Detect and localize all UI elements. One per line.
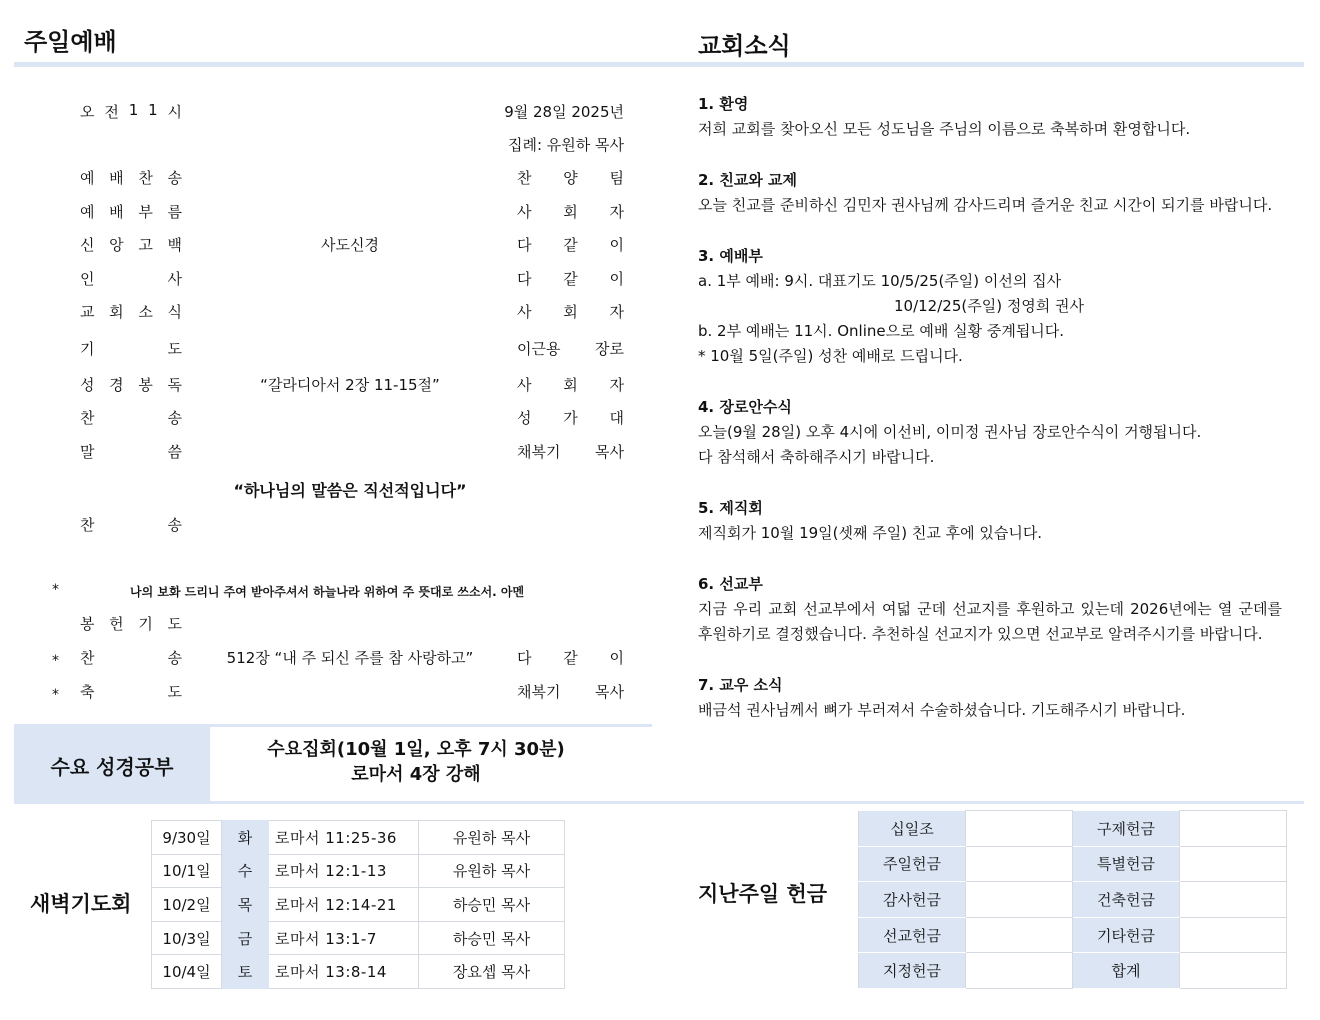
worship-time-row [0, 101, 660, 131]
offering-category: 특별헌금 [1073, 846, 1180, 882]
label-char: 독 [167, 376, 182, 394]
worship-row-leader [517, 407, 624, 428]
leader-part: 목사 [595, 443, 624, 461]
label-char: 헌 [109, 615, 124, 633]
dawn-date: 10/1일 [152, 854, 222, 888]
dawn-preacher: 장요셉 목사 [419, 955, 565, 989]
offering-amount [966, 846, 1073, 882]
row-star: * [52, 653, 59, 669]
leader-part: 자 [609, 203, 624, 221]
offering-amount [1180, 953, 1287, 989]
dawn-row [152, 921, 565, 955]
worship-row-hymn-after-sermon [0, 514, 660, 544]
news-item-title: 1. 환영 [698, 95, 749, 113]
worship-row-leader [517, 268, 624, 289]
label-char: 성 [80, 376, 95, 394]
dawn-passage: 로마서 13:8-14 [269, 955, 419, 989]
news-item-title: 2. 친교와 교제 [698, 171, 798, 189]
bottom-divider [14, 801, 1304, 804]
dawn-passage: 로마서 13:1-7 [269, 921, 419, 955]
leader-part: 대 [609, 409, 624, 427]
news-item [698, 395, 1282, 470]
dawn-day: 수 [222, 854, 269, 888]
worship-row [0, 301, 660, 331]
dawn-date: 10/2일 [152, 888, 222, 922]
offering-amount [966, 882, 1073, 918]
leader-part: 다 [517, 649, 532, 667]
dawn-prayer-table [151, 820, 565, 989]
label-char: 축 [80, 683, 95, 701]
offering-row [859, 953, 1287, 989]
worship-row [0, 374, 660, 404]
worship-time: 오 전 1 1 시 [80, 101, 182, 121]
offering-category: 십일조 [859, 811, 966, 847]
closing-row [0, 613, 660, 643]
leader-part: 회 [563, 203, 578, 221]
worship-row-leader [517, 681, 624, 702]
offering-amount [966, 917, 1073, 953]
offering-category: 선교헌금 [859, 917, 966, 953]
worship-row-leader [517, 338, 624, 359]
offering-category: 합계 [1073, 953, 1180, 989]
leader-part: 회 [563, 376, 578, 394]
dawn-passage: 로마서 11:25-36 [269, 821, 419, 855]
leader-part: 찬 [517, 169, 532, 187]
label-char: 회 [109, 303, 124, 321]
label-char: 고 [138, 236, 153, 254]
news-item-text: 오늘 친교를 준비하신 김민자 권사님께 감사드리며 즐거운 친교 시간이 되기를 바랍니다. [698, 196, 1273, 214]
dawn-prayer-title: 새벽기도회 [30, 892, 132, 916]
worship-row-content: 사도신경 [321, 236, 379, 254]
worship-row-content: 512장 “내 주 되신 주를 참 사랑하고” [226, 649, 474, 667]
leader-part: 같 [563, 236, 578, 254]
news-item [698, 168, 1282, 218]
dawn-date: 9/30일 [152, 821, 222, 855]
news-item-text: 오늘(9월 28일) 오후 4시에 이선비, 이미정 권사님 장로안수식이 거행됩니다. [698, 423, 1202, 441]
dawn-day: 목 [222, 888, 269, 922]
leader-part: 회 [563, 303, 578, 321]
wednesday-label: 수요 성경공부 [14, 727, 210, 803]
news-item-text: * 10월 5일(주일) 성찬 예배로 드립니다. [698, 347, 963, 365]
leader-part: 같 [563, 270, 578, 288]
leader-part: 장로 [595, 340, 624, 358]
worship-row [0, 338, 660, 368]
label-char: 앙 [109, 236, 124, 254]
news-item [698, 572, 1282, 647]
officiant: 집례: 유원하 목사 [507, 136, 624, 154]
worship-row [0, 407, 660, 437]
news-item-title: 7. 교우 소식 [698, 676, 783, 694]
news-item-text: b. 2부 예배는 11시. Online으로 예배 실황 중계됩니다. [698, 322, 1065, 340]
label-char: 기 [138, 615, 153, 633]
label-char: 부 [138, 203, 153, 221]
leader-part: 목사 [595, 683, 624, 701]
worship-row-leader [517, 301, 624, 322]
worship-row-label [80, 681, 182, 702]
worship-row-label [80, 167, 182, 188]
worship-row-label [80, 338, 182, 359]
dawn-passage: 로마서 12:1-13 [269, 854, 419, 888]
leader-part: 채복기 [517, 683, 561, 701]
offering-amount [1180, 846, 1287, 882]
officiant-row [0, 134, 660, 164]
worship-row-label [80, 613, 182, 634]
label-char: 백 [167, 236, 182, 254]
offering-title: 지난주일 헌금 [698, 882, 828, 906]
offering-category: 건축헌금 [1073, 882, 1180, 918]
label-char: 사 [167, 270, 182, 288]
sermon-title: “하나님의 말씀은 직선적입니다” [233, 481, 467, 500]
label-char: 인 [80, 270, 95, 288]
worship-row-label: 찬 송 [80, 516, 182, 534]
news-item-title: 6. 선교부 [698, 575, 763, 593]
worship-row [0, 234, 660, 264]
offering-category: 구제헌금 [1073, 811, 1180, 847]
dawn-passage: 로마서 12:14-21 [269, 888, 419, 922]
leader-part: 가 [563, 409, 578, 427]
dawn-preacher: 유원하 목사 [419, 821, 565, 855]
wednesday-line1: 수요집회(10월 1일, 오후 7시 30분) [267, 739, 565, 760]
worship-row-label [80, 268, 182, 289]
leader-part: 양 [563, 169, 578, 187]
closing-row [0, 681, 660, 711]
leader-part: 다 [517, 270, 532, 288]
news-list [698, 92, 1282, 749]
worship-row-leader [517, 374, 624, 395]
label-char: 송 [167, 169, 182, 187]
leader-part: 사 [517, 203, 532, 221]
worship-row-label [80, 234, 182, 255]
wednesday-line2: 로마서 4장 강해 [351, 764, 481, 785]
closing-row [0, 647, 660, 677]
label-char: 예 [80, 169, 95, 187]
news-item-text: 제직회가 10월 19일(셋째 주일) 친교 후에 있습니다. [698, 524, 1043, 542]
worship-row-label [80, 407, 182, 428]
row-star: * [52, 687, 59, 703]
leader-part: 자 [609, 303, 624, 321]
offering-table [858, 810, 1287, 989]
dawn-preacher: 유원하 목사 [419, 854, 565, 888]
offering-amount [1180, 917, 1287, 953]
label-char: 봉 [138, 376, 153, 394]
news-item-text: 다 참석해서 축하해주시기 바랍니다. [698, 448, 935, 466]
header-divider [14, 62, 1304, 67]
news-item [698, 244, 1282, 369]
news-item-title: 3. 예배부 [698, 247, 763, 265]
leader-part: 채복기 [517, 443, 561, 461]
label-char: 봉 [80, 615, 95, 633]
label-char: 소 [138, 303, 153, 321]
worship-date: 9월 28일 2025년 [504, 103, 624, 121]
dawn-row [152, 854, 565, 888]
news-item-text: 10/12/25(주일) 정영희 권사 [894, 297, 1085, 315]
dawn-row [152, 821, 565, 855]
offering-row [859, 811, 1287, 847]
news-item-text: 배금석 권사님께서 뼈가 부러져서 수술하셨습니다. 기도해주시기 바랍니다. [698, 701, 1186, 719]
label-char: 예 [80, 203, 95, 221]
offering-amount [966, 811, 1073, 847]
offering-amount [966, 953, 1073, 989]
label-char: 찬 [138, 169, 153, 187]
leader-part: 같 [563, 649, 578, 667]
news-item-text: 지금 우리 교회 선교부에서 여덟 군데 선교지를 후원하고 있는데 2026년에는 열 군데를 후원하기로 결정했습니다. 추천하실 선교지가 있으면 선교부로 알려주시기를 바랍니다. [698, 600, 1282, 643]
label-char: 도 [167, 340, 182, 358]
dawn-day: 화 [222, 821, 269, 855]
offering-row [859, 917, 1287, 953]
label-char: 배 [109, 169, 124, 187]
label-char: 도 [167, 615, 182, 633]
worship-row-leader [517, 167, 624, 188]
label-char: 배 [109, 203, 124, 221]
worship-row [0, 441, 660, 471]
news-item [698, 496, 1282, 546]
worship-row-leader [517, 441, 624, 462]
news-section-title: 교회소식 [698, 32, 791, 60]
worship-row-label [80, 201, 182, 222]
dawn-day: 금 [222, 921, 269, 955]
offering-row [859, 882, 1287, 918]
news-item-title: 4. 장로안수식 [698, 398, 792, 416]
dawn-preacher: 하승민 목사 [419, 921, 565, 955]
label-char: 송 [167, 649, 182, 667]
leader-part: 이근용 [517, 340, 561, 358]
worship-row-content: “갈라디아서 2장 11-15절” [260, 376, 440, 394]
label-char: 도 [167, 683, 182, 701]
news-item-text: 저희 교회를 찾아오신 모든 성도님을 주님의 이름으로 축복하며 환영합니다. [698, 120, 1191, 138]
leader-part: 이 [609, 649, 624, 667]
news-item-title: 5. 제직회 [698, 499, 763, 517]
offering-category: 기타헌금 [1073, 917, 1180, 953]
worship-row [0, 201, 660, 231]
label-char: 말 [80, 443, 95, 461]
offering-line-star: * [52, 582, 59, 598]
label-char: 찬 [80, 649, 95, 667]
worship-row-label [80, 374, 182, 395]
dawn-row [152, 955, 565, 989]
offering-line: 나의 보화 드리니 주여 받아주셔서 하늘나라 위하여 주 뜻대로 쓰소서. 아멘 [130, 585, 525, 599]
label-char: 송 [167, 409, 182, 427]
leader-part: 사 [517, 303, 532, 321]
offering-amount [1180, 811, 1287, 847]
dawn-date: 10/4일 [152, 955, 222, 989]
worship-section-title: 주일예배 [24, 28, 117, 56]
offering-category: 지정헌금 [859, 953, 966, 989]
worship-row [0, 268, 660, 298]
label-char: 신 [80, 236, 95, 254]
dawn-date: 10/3일 [152, 921, 222, 955]
leader-part: 사 [517, 376, 532, 394]
label-char: 기 [80, 340, 95, 358]
offering-amount [1180, 882, 1287, 918]
leader-part: 성 [517, 409, 532, 427]
label-char: 씀 [167, 443, 182, 461]
leader-part: 이 [609, 236, 624, 254]
leader-part: 다 [517, 236, 532, 254]
worship-row-label [80, 301, 182, 322]
offering-category: 감사헌금 [859, 882, 966, 918]
leader-part: 자 [609, 376, 624, 394]
offering-category: 주일헌금 [859, 846, 966, 882]
dawn-row [152, 888, 565, 922]
leader-part: 이 [609, 270, 624, 288]
news-item [698, 673, 1282, 723]
dawn-day: 토 [222, 955, 269, 989]
label-char: 교 [80, 303, 95, 321]
label-char: 찬 [80, 409, 95, 427]
news-item [698, 92, 1282, 142]
worship-row [0, 167, 660, 197]
label-char: 식 [167, 303, 182, 321]
worship-row-leader [517, 234, 624, 255]
dawn-preacher: 하승민 목사 [419, 888, 565, 922]
worship-row-leader [517, 201, 624, 222]
worship-row-label [80, 441, 182, 462]
news-item-text: a. 1부 예배: 9시. 대표기도 10/5/25(주일) 이선의 집사 [698, 272, 1062, 290]
worship-row-label [80, 647, 182, 668]
wednesday-info [210, 737, 622, 787]
label-char: 경 [109, 376, 124, 394]
leader-part: 팀 [609, 169, 624, 187]
worship-row-leader [517, 647, 624, 668]
label-char: 름 [167, 203, 182, 221]
offering-row [859, 846, 1287, 882]
